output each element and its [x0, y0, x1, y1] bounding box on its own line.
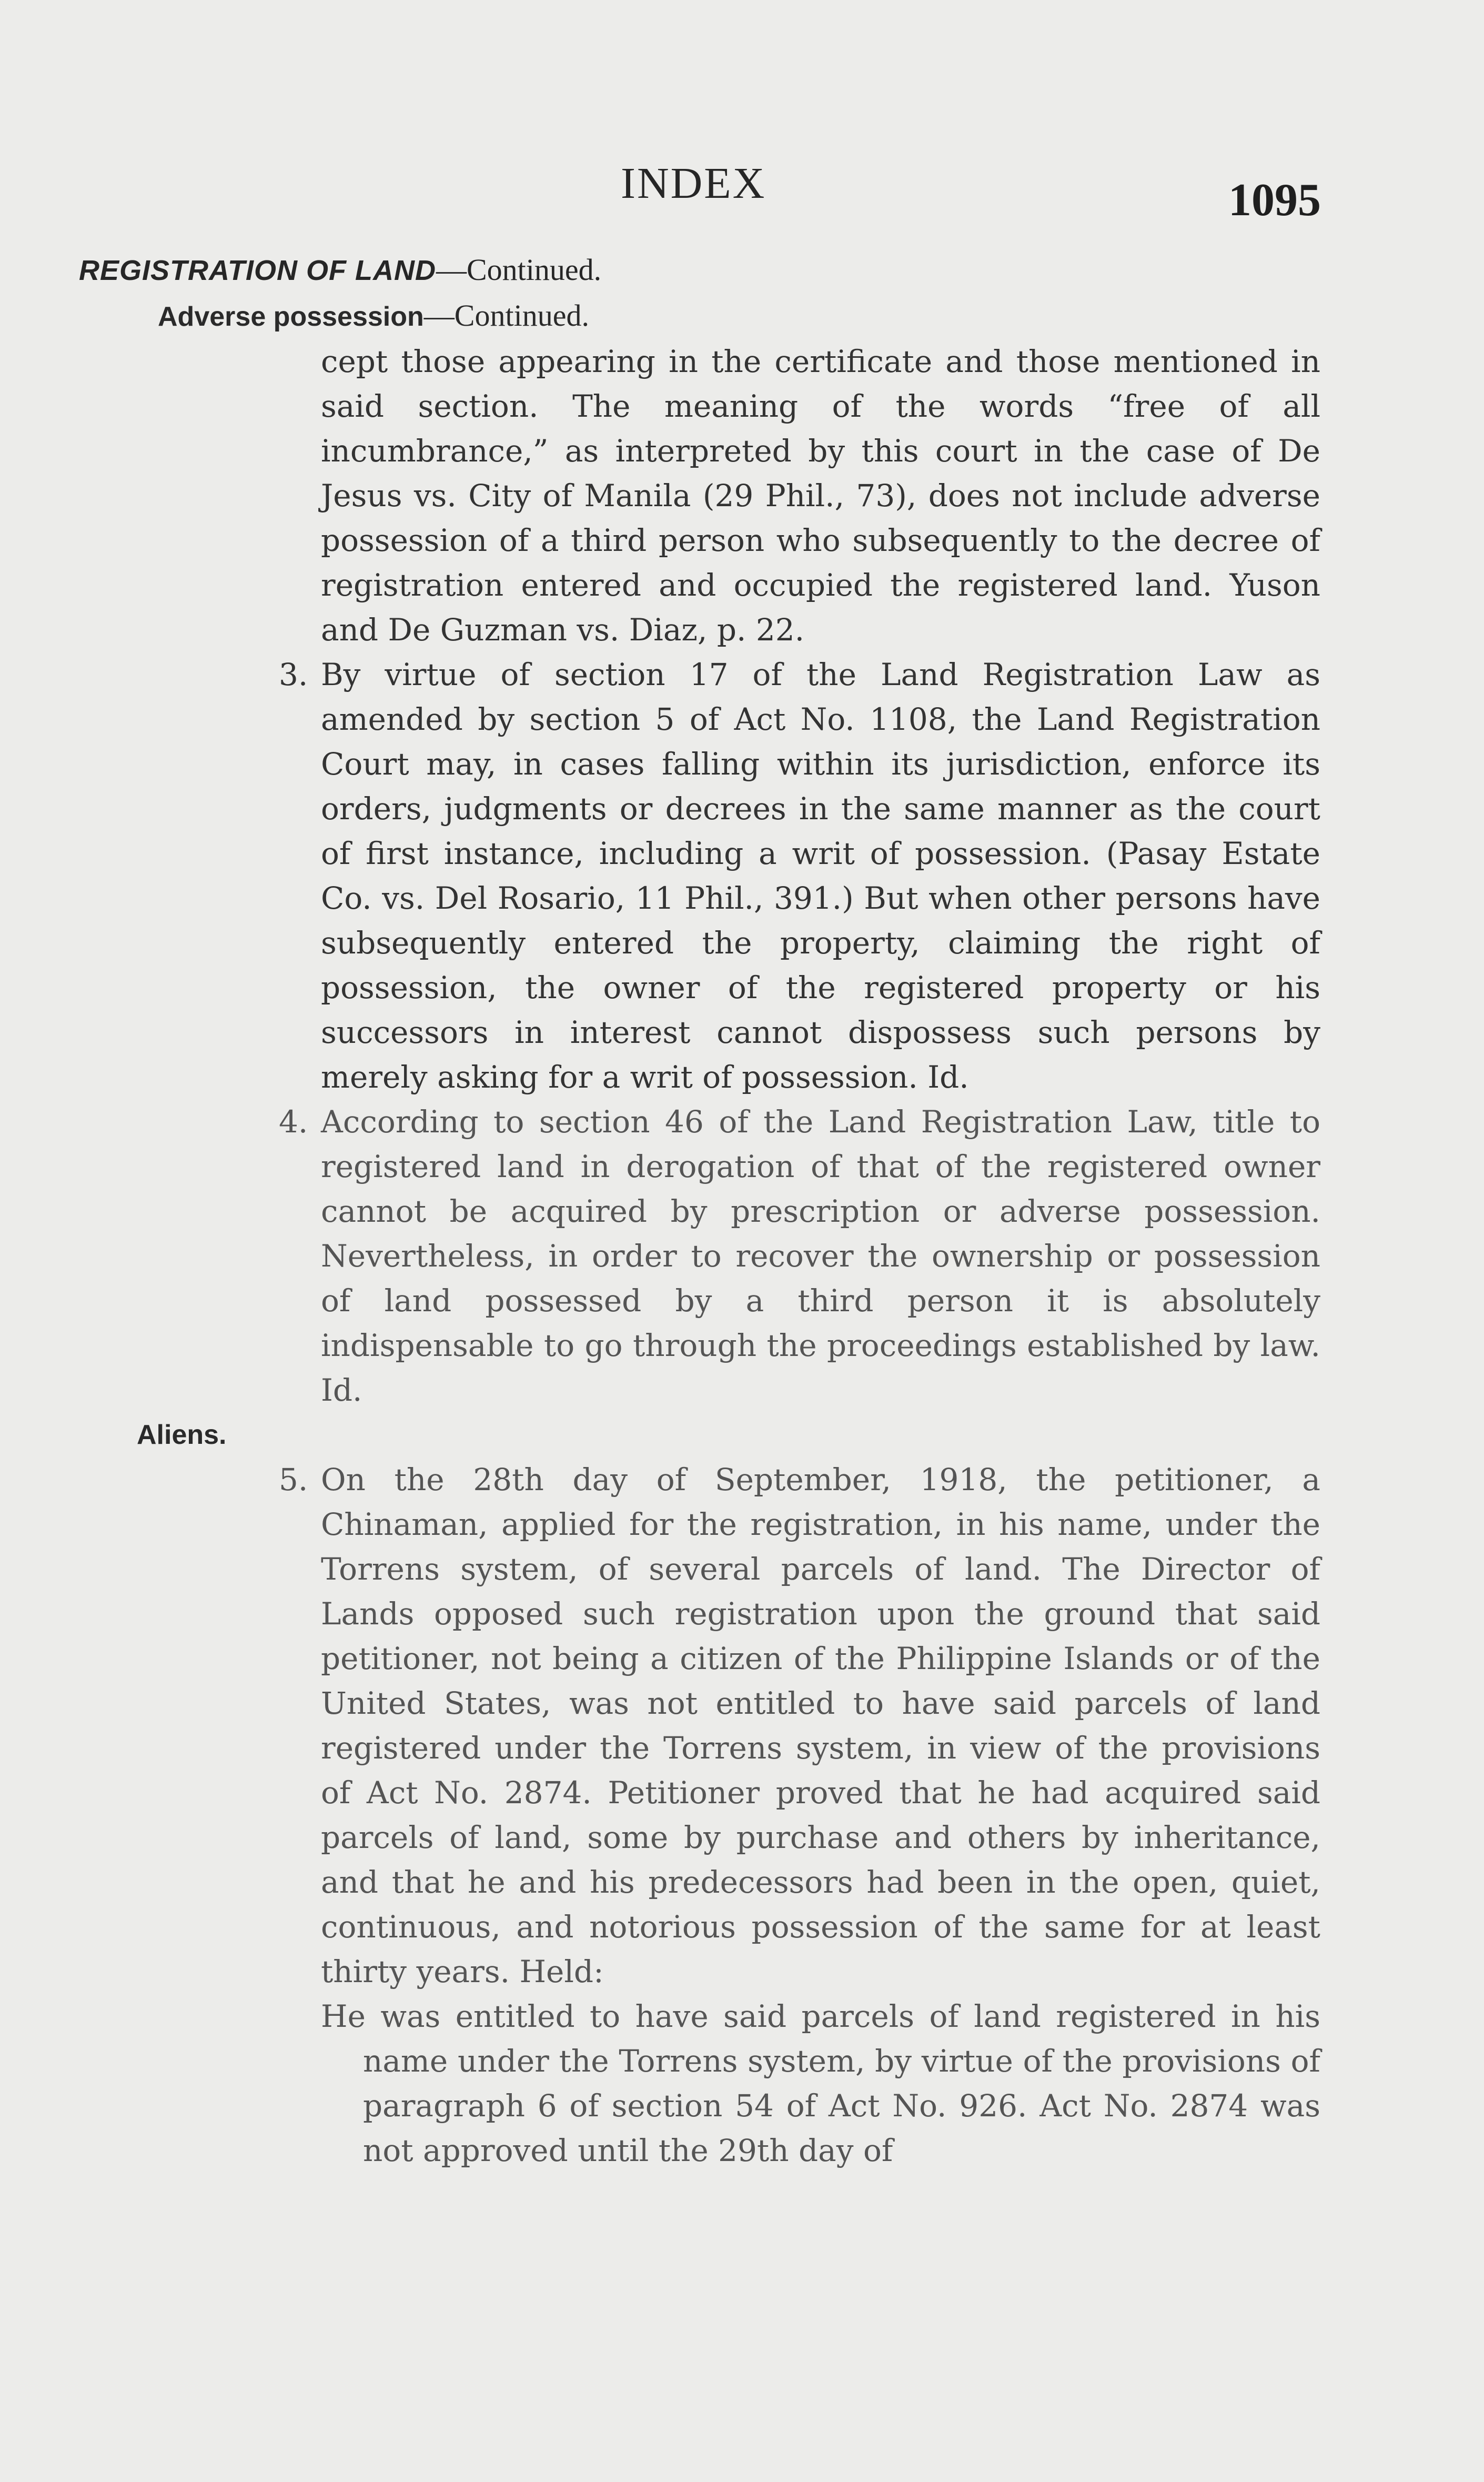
index-heading-main — [79, 247, 1320, 293]
heading-main-label: REGISTRATION OF LAND — [79, 255, 436, 286]
index-entry-3 — [279, 652, 1320, 1100]
entry-number: 3. — [279, 657, 308, 692]
entry-text: On the 28th day of September, 1918, the petitioner, a Chinaman, applied for the registration, in his name, under the Torrens system, of several parcels of land. The Director of Lands opposed such registration upon the ground that said petitioner, not being a citizen of the Philippine Islands or of the United States, was not entitled to have said parcels of land registered under the Torrens system, in view of the provisions of Act No. 2874. Petitioner proved that he had acquired said parcels of land, some by purchase and others by inheritance, and that he and his predecessors had been in the open, quiet, continuous, and notorious possession of the same for at least thirty years. Held: — [321, 1462, 1320, 1989]
running-head — [0, 153, 1484, 226]
entry-number: 5. — [279, 1462, 308, 1498]
index-entry-4 — [279, 1100, 1320, 1413]
heading-main-continued: —Continued. — [436, 253, 602, 287]
index-body — [79, 247, 1320, 2173]
index-subheading — [79, 293, 1320, 339]
index-entry-5 — [279, 1458, 1320, 1994]
subheading-label: Adverse possession — [158, 302, 424, 332]
entry-text: By virtue of section 17 of the Land Registration Law as amended by section 5 of Act No. 1108, the Land Registration Court may, in cases falling within its jurisdiction, enforce its orders, judgments or decrees in the same manner as the court of first instance, including a writ of possession. (Pasay Estate Co. vs. Del Rosario, 11 Phil., 391.) But when other persons have subsequently entered the property, claiming the right of possession, the owner of the registered property or his successors in interest cannot dispossess such persons by merely asking for a writ of possession. Id. — [321, 657, 1320, 1095]
index-entry-held: He was entitled to have said parcels of land registered in his name under the Torrens system, by virtue of the provisions of paragraph 6 of section 54 of Act No. 926. Act No. 2874 was not approved until the 29th day of — [321, 1998, 1320, 2168]
entry-text: According to section 46 of the Land Registration Law, title to registered land in derogation of that of the registered owner cannot be acquired by prescription or adverse possession. Nevertheless, in order to recover the ownership or possession of land possessed by a third person it is absolutely indispensable to go through the proceedings established by law. Id. — [321, 1104, 1320, 1408]
index-subheading-aliens: Aliens. — [137, 1420, 227, 1450]
index-entry-continued: cept those appearing in the certificate and those mentioned in said section. The meaning of the words “free of all incumbrance,” as interpreted by this court in the case of De Jesus vs. City of Manila (29 Phil., 73), does not include adverse possession of a third person who subsequently to the decree of registration entered and occupied the registered land. Yuson and De Guzman vs. Diaz, p. 22. — [321, 344, 1320, 648]
page-number: 1095 — [1228, 175, 1321, 226]
page-title: INDEX — [621, 159, 766, 208]
subheading-continued: —Continued. — [423, 298, 589, 333]
entry-number: 4. — [279, 1104, 308, 1140]
